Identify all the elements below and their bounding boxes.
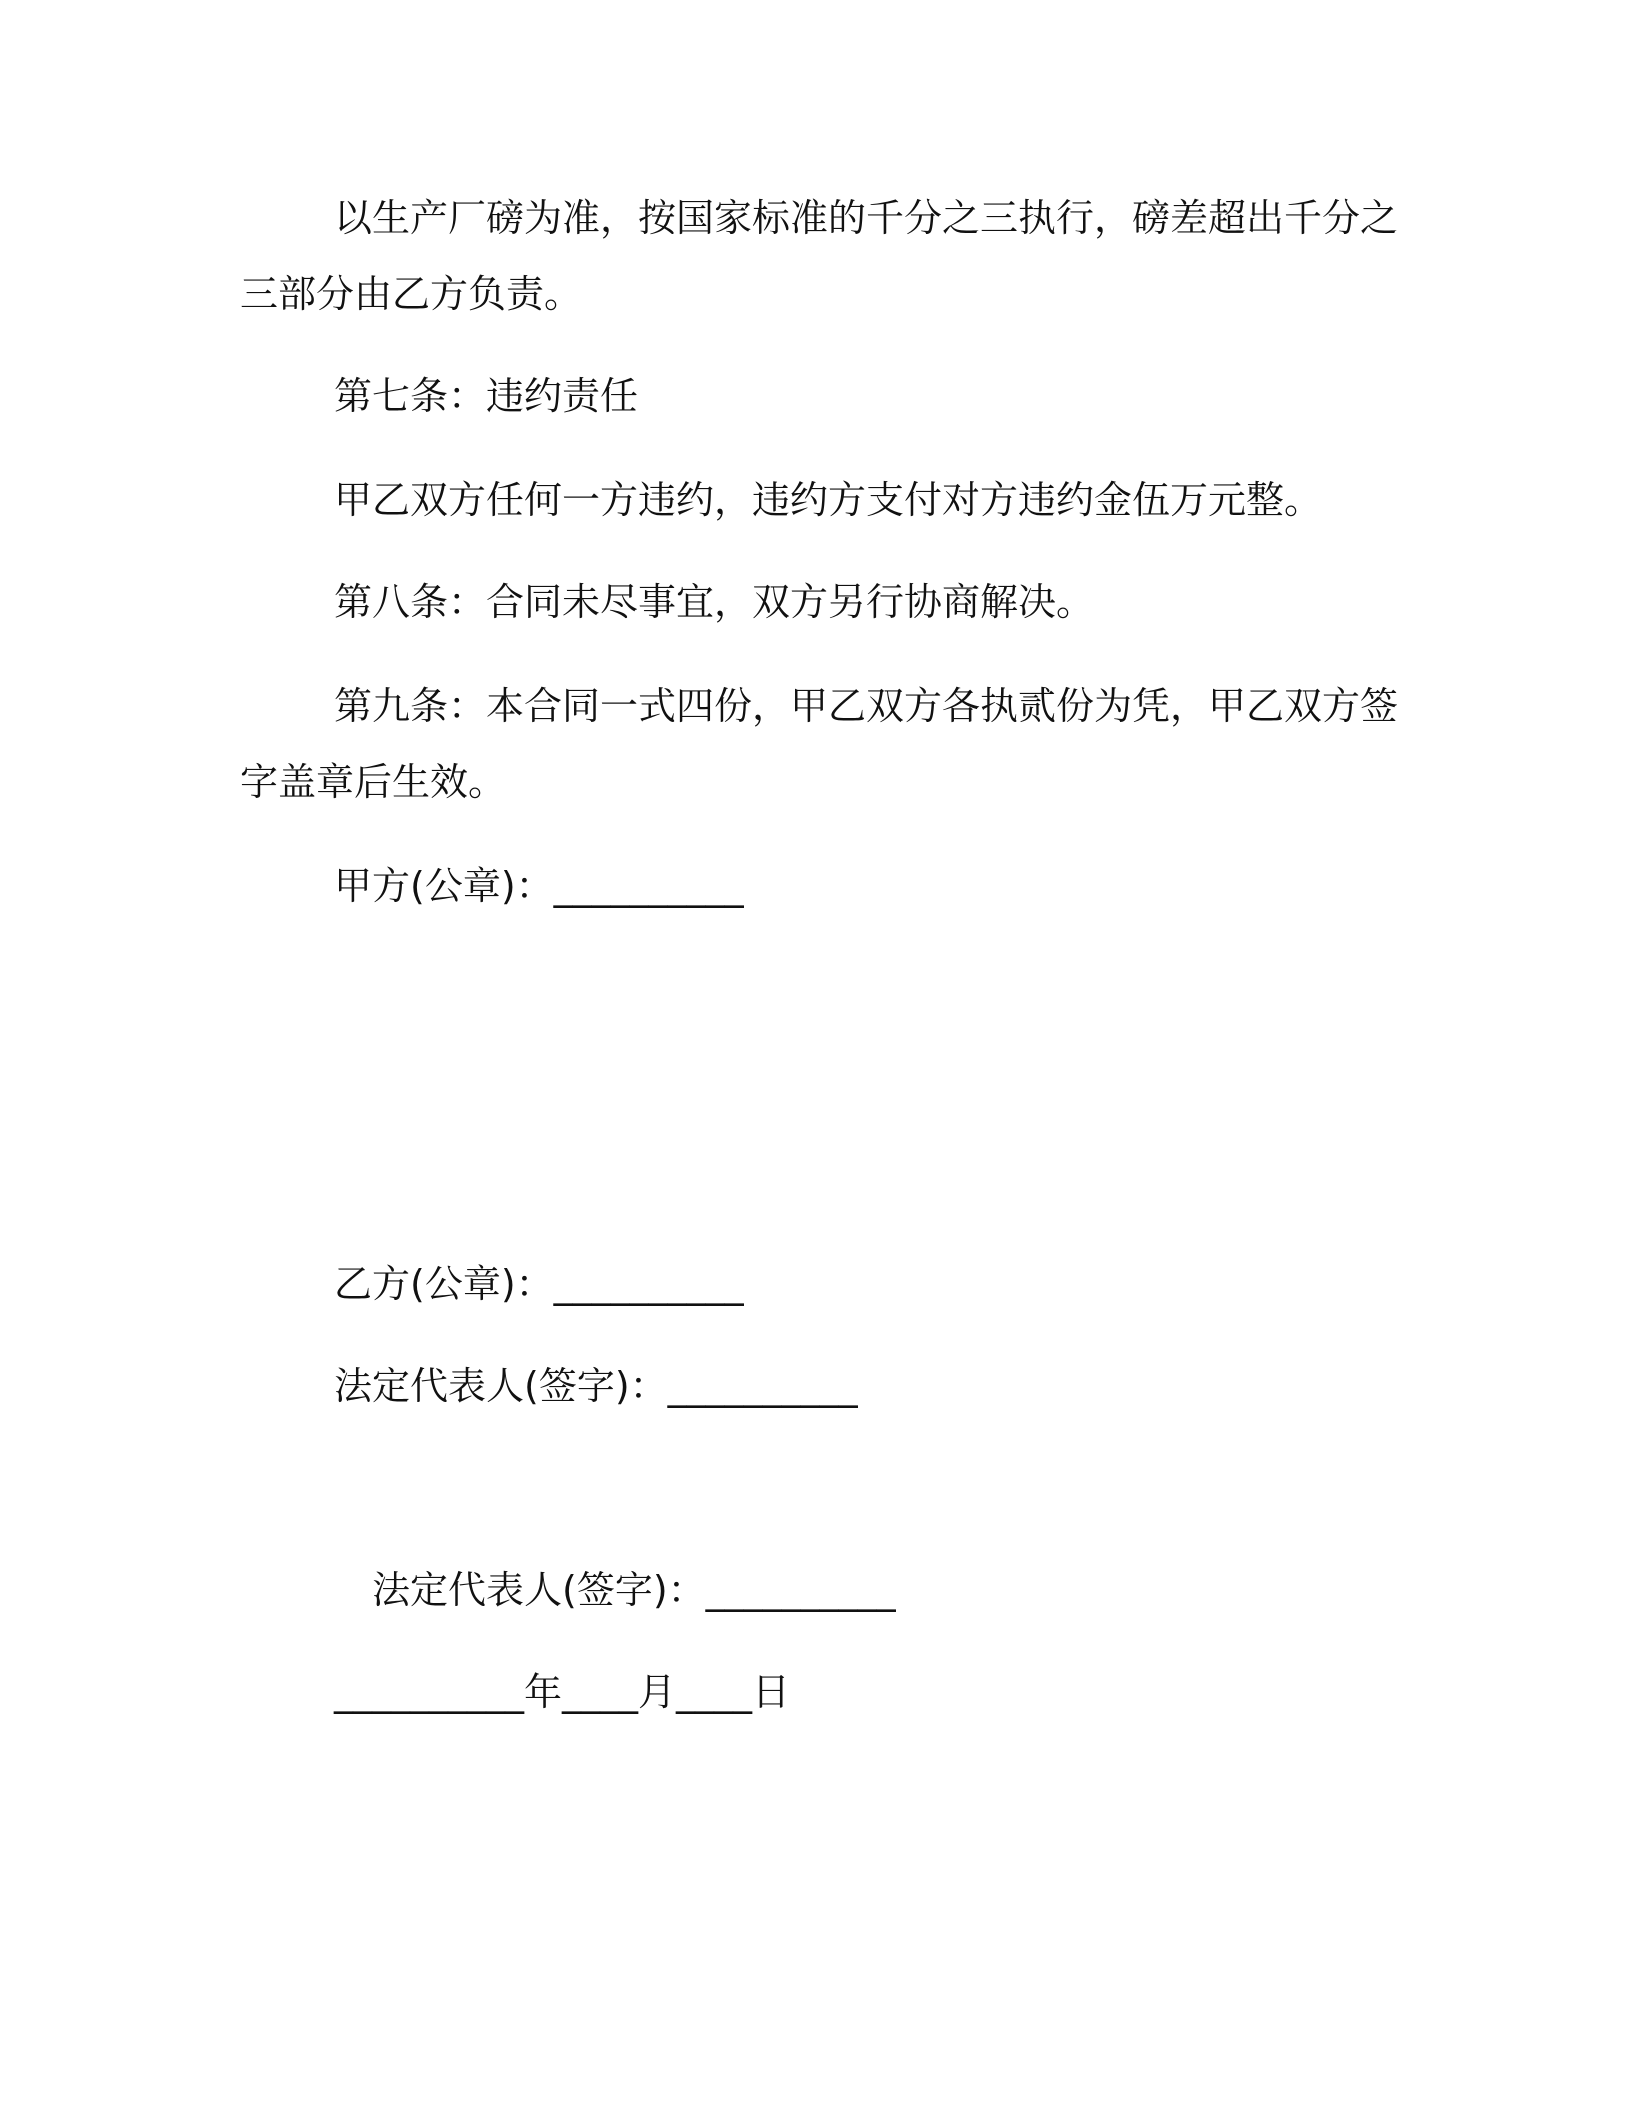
clause6-line1: 以生产厂磅为准，按国家标准的千分之三执行，磅差超出千分之 <box>334 196 1399 240</box>
clause8-text: 第八条：合同未尽事宜，双方另行协商解决。 <box>334 580 1095 624</box>
legal-representative-signature-field-2: 法定代表人(签字)：__________ <box>372 1568 896 1612</box>
party-b-seal-field: 乙方(公章)：__________ <box>334 1262 744 1306</box>
legal-representative-signature-field: 法定代表人(签字)：__________ <box>334 1364 858 1408</box>
clause7-heading: 第七条：违约责任 <box>334 374 639 418</box>
party-a-seal-field: 甲方(公章)：__________ <box>334 864 744 908</box>
clause7-body: 甲乙双方任何一方违约，违约方支付对方违约金伍万元整。 <box>334 478 1323 522</box>
clause9-line1: 第九条：本合同一式四份，甲乙双方各执贰份为凭，甲乙双方签 <box>334 684 1399 728</box>
date-line: __________年____月____日 <box>334 1670 791 1714</box>
clause9-line2: 字盖章后生效。 <box>240 760 507 804</box>
clause6-line2: 三部分由乙方负责。 <box>240 272 583 316</box>
